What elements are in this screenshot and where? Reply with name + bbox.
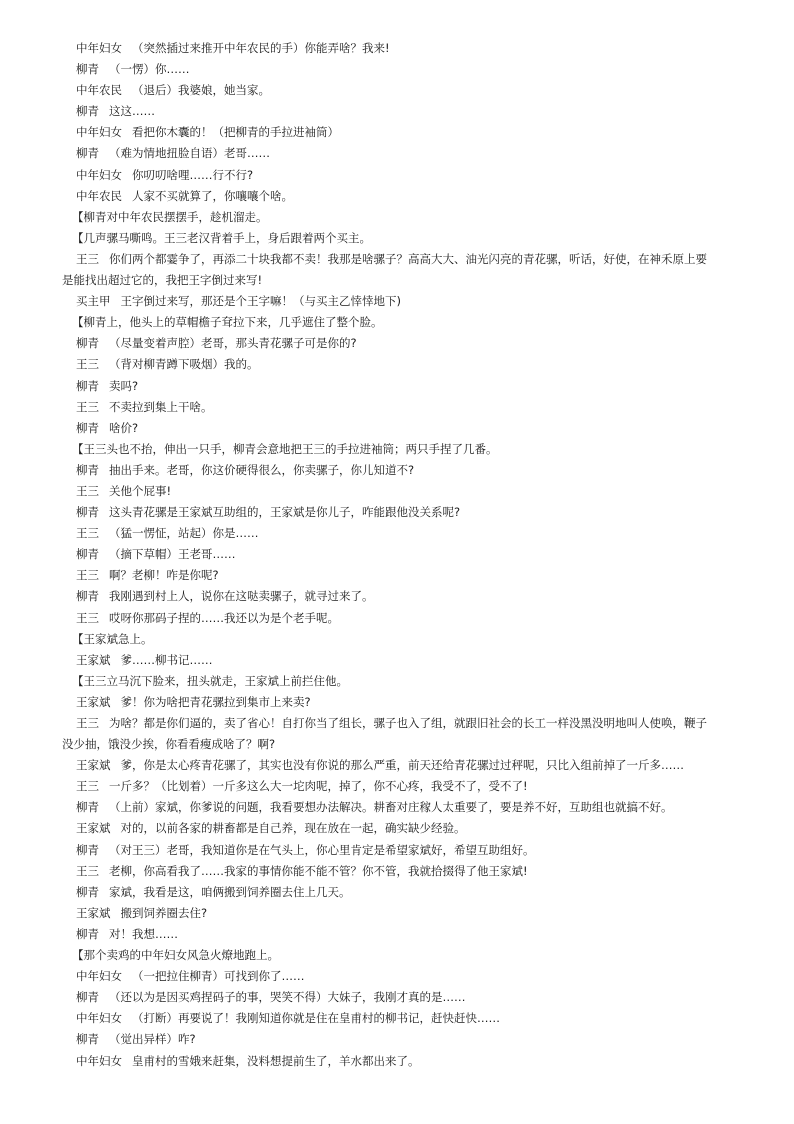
dialog-line <box>0 586 794 607</box>
speaker-name: 王家斌 <box>76 905 111 920</box>
dialog-line <box>0 818 794 839</box>
speaker-name: 王三 <box>76 526 99 541</box>
dialog-text: 关他个屁事! <box>109 483 172 498</box>
dialog-line <box>0 122 794 143</box>
dialog-line <box>0 544 794 565</box>
speaker-name: 王三 <box>76 399 99 414</box>
speaker-name: 王家斌 <box>76 694 111 709</box>
dialog-line <box>0 523 794 544</box>
speaker-name: 柳青 <box>76 884 99 899</box>
stage-direction-text: 【王三头也不抬，伸出一只手，柳青会意地把王三的手拉进袖筒；两只手捏了几番。 <box>72 441 498 456</box>
speaker-name: 柳青 <box>76 462 99 477</box>
dialog-text: 一斤多？（比划着）一斤多这么大一坨肉呢，掉了，你不心疼，我受不了，受不了! <box>109 779 528 794</box>
speaker-name: 中年妇女 <box>76 167 122 182</box>
speaker-name: 中年妇女 <box>76 1053 122 1068</box>
speaker-name: 王家斌 <box>76 821 111 836</box>
dialog-text: 这头青花骡是王家斌互助组的，王家斌是你儿子，咋能跟他没关系呢? <box>109 505 461 520</box>
dialog-line <box>0 987 794 1008</box>
dialog-text-continuation: 没少抽，饿没少挨，你看看瘦成啥了？啊? <box>62 737 276 752</box>
stage-direction <box>0 312 794 333</box>
speaker-name: 王三 <box>76 251 99 266</box>
dialog-text: 爹……柳书记…… <box>120 652 213 667</box>
stage-direction-text: 【王三立马沉下脸来，扭头就走，王家斌上前拦住他。 <box>72 673 348 688</box>
dialog-text: 王字倒过来写，那还是个王字嘛！（与买主乙悻悻地下) <box>120 294 401 309</box>
dialog-text: （尽量变着声腔）老哥，那头青花骡子可是你的? <box>109 336 357 351</box>
dialog-line <box>0 481 794 502</box>
speaker-name: 柳青 <box>76 842 99 857</box>
dialog-text: （突然插过来推开中年农民的手）你能弄啥？我来! <box>132 41 390 55</box>
speaker-name: 柳青 <box>76 146 99 161</box>
dialog-text: 卖吗? <box>109 378 139 393</box>
dialog-line <box>0 713 794 755</box>
stage-direction-text: 【几声骡马嘶鸣。王三老汉背着手上，身后跟着两个买主。 <box>72 230 371 245</box>
dialog-line <box>0 861 794 882</box>
dialog-text: （摘下草帽）王老哥…… <box>109 547 236 562</box>
dialog-text: （猛一愣怔，站起）你是…… <box>109 526 259 541</box>
dialog-line <box>0 333 794 354</box>
speaker-name: 柳青 <box>76 420 99 435</box>
dialog-line <box>0 101 794 122</box>
dialog-text: （对王三）老哥，我知道你是在气头上，你心里肯定是希望家斌好，希望互助组好。 <box>109 842 535 857</box>
speaker-name: 王三 <box>76 483 99 498</box>
dialog-line <box>0 1008 794 1029</box>
dialog-line <box>0 840 794 861</box>
dialog-line <box>0 165 794 186</box>
dialog-text: 哎呀你那码子捏的……我还以为是个老手呢。 <box>109 610 339 625</box>
speaker-name: 中年妇女 <box>76 41 122 55</box>
dialog-line <box>0 1029 794 1050</box>
dialog-line <box>0 80 794 101</box>
speaker-name: 柳青 <box>76 104 99 119</box>
dialog-text: 对！我想…… <box>109 926 178 941</box>
dialog-text: （打断）再要说了！我刚知道你就是住在皇甫村的柳书记，赶快赶快…… <box>132 1011 500 1026</box>
stage-direction-text: 【柳青对中年农民摆摆手，趁机溜走。 <box>72 209 268 224</box>
speaker-name: 中年妇女 <box>76 125 122 140</box>
dialog-text: 我刚遇到村上人，说你在这哒卖骡子，就寻过来了。 <box>109 589 374 604</box>
stage-direction <box>0 439 794 460</box>
dialog-line <box>0 143 794 164</box>
dialog-line <box>0 924 794 945</box>
stage-direction-text: 【那个卖鸡的中年妇女风急火燎地跑上。 <box>72 948 279 963</box>
dialog-text: 皇甫村的雪娥来赶集，没料想提前生了，羊水都出来了。 <box>132 1053 420 1068</box>
dialog-text: （上前）家斌，你爹说的问题，我看要想办法解决。耕畜对庄稼人太重要了，要是养不好，互助组也就搞不好。 <box>109 800 673 815</box>
speaker-name: 柳青 <box>76 589 99 604</box>
speaker-name: 王三 <box>76 863 99 878</box>
dialog-line <box>0 692 794 713</box>
speaker-name: 王家斌 <box>76 758 111 773</box>
dialog-line <box>0 502 794 523</box>
dialog-line <box>0 608 794 629</box>
speaker-name: 柳青 <box>76 62 99 77</box>
dialog-line <box>0 418 794 439</box>
dialog-text: （一愣）你…… <box>109 62 190 77</box>
stage-direction <box>0 228 794 249</box>
speaker-name: 柳青 <box>76 378 99 393</box>
dialog-line <box>0 291 794 312</box>
speaker-name: 王三 <box>76 779 99 794</box>
dialog-line <box>0 376 794 397</box>
dialog-line <box>0 249 794 291</box>
dialog-text: 搬到饲养圈去住? <box>120 905 208 920</box>
speaker-name: 中年农民 <box>76 188 122 203</box>
stage-direction-text: 【王家斌急上。 <box>72 631 153 646</box>
stage-direction <box>0 207 794 228</box>
dialog-text: 这这…… <box>109 104 155 119</box>
speaker-name: 中年妇女 <box>76 1011 122 1026</box>
stage-direction-text: 【柳青上，他头上的草帽檐子耷拉下来，几乎遮住了整个脸。 <box>72 315 383 330</box>
speaker-name: 柳青 <box>76 926 99 941</box>
speaker-name: 柳青 <box>76 800 99 815</box>
dialog-text: 爹，你是太心疼青花骡了，其实也没有你说的那么严重，前天还给青花骡过过秤呢，只比入组前掉了一斤多…… <box>120 758 684 773</box>
speaker-name: 柳青 <box>76 547 99 562</box>
script-body <box>0 38 794 1072</box>
dialog-line <box>0 755 794 776</box>
dialog-text: 对的，以前各家的耕畜都是自己养，现在放在一起，确实缺少经验。 <box>120 821 466 836</box>
dialog-text: 啊？老柳！咋是你呢? <box>109 568 219 583</box>
dialog-line <box>0 797 794 818</box>
dialog-text: 你叨叨啥哩……行不行? <box>132 167 254 182</box>
dialog-line <box>0 882 794 903</box>
dialog-text: （背对柳青蹲下吸烟）我的。 <box>109 357 259 372</box>
stage-direction <box>0 945 794 966</box>
speaker-name: 王三 <box>76 357 99 372</box>
speaker-name: 柳青 <box>76 1032 99 1047</box>
dialog-line <box>0 354 794 375</box>
stage-direction <box>0 629 794 650</box>
dialog-line <box>0 966 794 987</box>
dialog-line <box>0 776 794 797</box>
speaker-name: 买主甲 <box>76 294 111 309</box>
dialog-text: 啥价? <box>109 420 139 435</box>
speaker-name: 柳青 <box>76 505 99 520</box>
speaker-name: 王三 <box>76 568 99 583</box>
dialog-text: 不卖拉到集上干啥。 <box>109 399 213 414</box>
dialog-text: （还以为是因买鸡捏码子的事，哭笑不得）大妹子，我刚才真的是…… <box>109 990 466 1005</box>
dialog-text: （一把拉住柳青）可找到你了…… <box>132 969 305 984</box>
dialog-line <box>0 186 794 207</box>
dialog-text: 看把你木囊的！（把柳青的手拉进袖筒） <box>132 125 339 140</box>
dialog-text: （退后）我婆娘，她当家。 <box>132 83 270 98</box>
dialog-text: （觉出异样）咋? <box>109 1032 196 1047</box>
stage-direction <box>0 671 794 692</box>
dialog-text: 老柳，你高看我了……我家的事情你能不能不管？你不管，我就拾掇得了他王家斌! <box>109 863 528 878</box>
dialog-text: 抽出手来。老哥，你这价硬得很么，你卖骡子，你儿知道不? <box>109 462 415 477</box>
dialog-text: 人家不买就算了，你嚷嚷个啥。 <box>132 188 293 203</box>
speaker-name: 王家斌 <box>76 652 111 667</box>
dialog-line <box>0 38 794 59</box>
speaker-name: 王三 <box>76 610 99 625</box>
speaker-name: 中年农民 <box>76 83 122 98</box>
dialog-line <box>0 397 794 418</box>
dialog-line <box>0 1051 794 1072</box>
speaker-name: 柳青 <box>76 336 99 351</box>
dialog-line <box>0 650 794 671</box>
dialog-line <box>0 903 794 924</box>
dialog-text: 为啥？都是你们逼的，卖了省心！自打你当了组长，骡子也入了组，就跟旧社会的长工一样没黑没明地叫人使唤，鞭子 <box>109 716 707 730</box>
dialog-text: 爹！你为啥把青花骡拉到集市上来卖? <box>120 694 311 709</box>
dialog-line <box>0 460 794 481</box>
dialog-text-continuation: 是能找出超过它的，我把王字倒过来写! <box>62 273 263 288</box>
dialog-text: （难为情地扭脸自语）老哥…… <box>109 146 270 161</box>
speaker-name: 王三 <box>76 716 99 730</box>
dialog-text: 你们两个都霎争了，再添二十块我都不卖！我那是啥骡子？高高大大、油光闪亮的青花骡，听话，好使，在神禾原上要 <box>109 251 707 266</box>
dialog-line <box>0 565 794 586</box>
dialog-line <box>0 59 794 80</box>
dialog-text: 家斌，我看是这，咱俩搬到饲养圈去住上几天。 <box>109 884 351 899</box>
speaker-name: 中年妇女 <box>76 969 122 984</box>
speaker-name: 柳青 <box>76 990 99 1005</box>
